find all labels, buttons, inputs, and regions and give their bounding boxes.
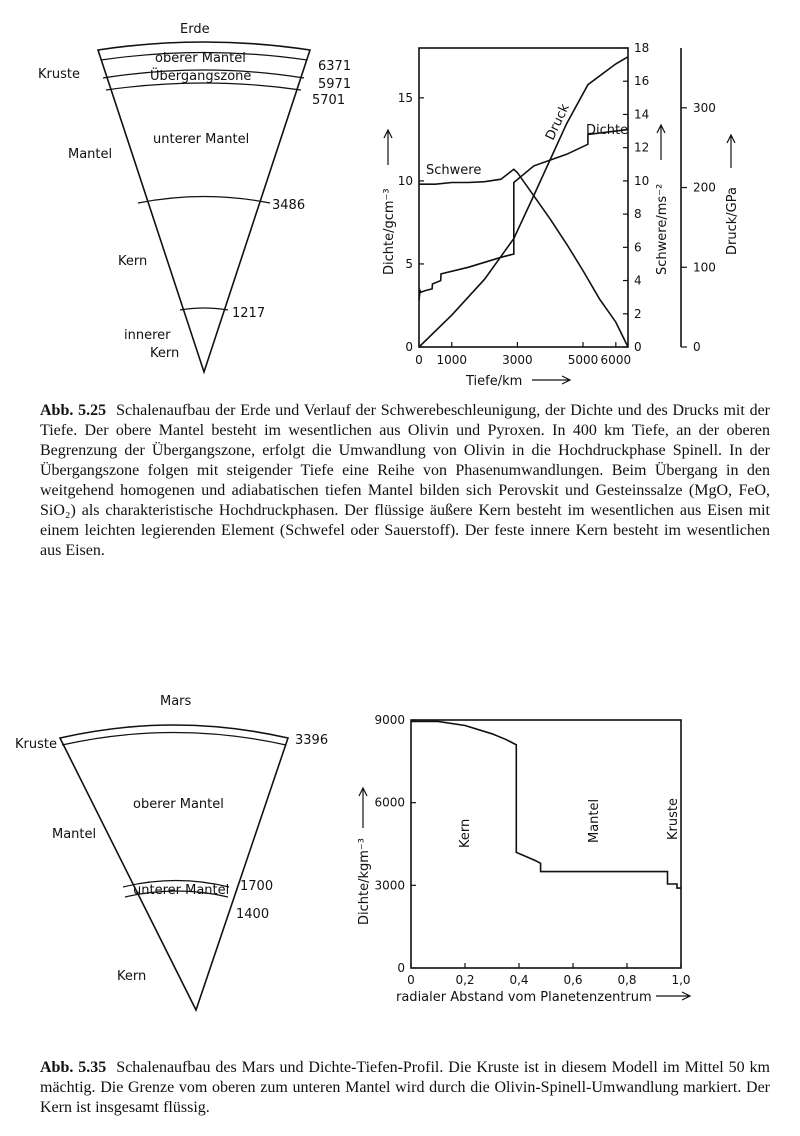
earth-profile-chart [382, 41, 740, 389]
pressure-axis-label: Druck/GPa [725, 187, 740, 255]
earth-x-tick-label-3: 5000 [567, 353, 599, 367]
earth-radius-5971: 5971 [318, 77, 352, 92]
gravity-tick-label-8: 16 [634, 74, 650, 89]
earth-series-line-density [419, 129, 628, 300]
density-tick-label-0: 0 [405, 340, 413, 354]
gravity-tick-label-5: 10 [634, 173, 650, 188]
density-tick-label-2: 10 [397, 173, 413, 188]
mars-density-axis-label: Dichte/kgm⁻³ [357, 837, 372, 925]
earth-transition-label: Übergangszone [150, 69, 252, 84]
mars-y-tick-label-0: 0 [397, 961, 405, 975]
gravity-tick-label-2: 4 [634, 273, 642, 288]
pressure-tick-label-0: 0 [693, 340, 701, 354]
caption-text-5-35: Schalenaufbau des Mars und Dichte-Tiefen-Profil. Die Kruste ist in diesem Modell im Mittel 50 km mächtig. Die Grenze vom oberen zum unteren Mantel wird durch die Olivin-Spinell-Umwandlung markiert. Der Kern ist insgesamt flüssig. [40, 1059, 770, 1116]
earth-x-tick-label-0: 0 [415, 353, 423, 367]
depth-axis-label: Tiefe/km [466, 374, 523, 389]
depth-axis-arrow [532, 376, 570, 384]
mars-distance-axis-arrow [656, 992, 690, 1000]
mars-mantle-side-label: Mantel [52, 827, 97, 842]
earth-x-tick-label-2: 3000 [502, 353, 533, 367]
mars-density-series-line [411, 721, 681, 888]
density-axis-label: Dichte/gcm⁻³ [382, 188, 397, 275]
earth-radius-5701: 5701 [312, 93, 346, 108]
pressure-axis-arrow [727, 135, 735, 168]
earth-wedge-diagram [38, 22, 351, 372]
earth-series-line-gravity [419, 169, 628, 347]
region-label-kern: Kern [458, 818, 473, 848]
earth-planet-label: Erde [180, 22, 210, 37]
density-axis-arrow [384, 130, 392, 165]
caption-abb-5-25 [40, 401, 770, 561]
caption-label-5-35: Abb. 5.35 [40, 1059, 107, 1076]
earth-mantle-side-label: Mantel [68, 147, 113, 162]
mars-radius-1700: 1700 [240, 879, 274, 894]
gravity-tick-label-0: 0 [634, 340, 642, 354]
earth-inner-core-label-2: Kern [150, 346, 180, 361]
earth-core-boundary [138, 197, 270, 204]
mars-core-label: Kern [117, 969, 147, 984]
gravity-tick-label-7: 14 [634, 107, 650, 122]
earth-radius-3486: 3486 [272, 198, 306, 213]
earth-transition-boundary [106, 83, 301, 90]
region-label-mantel: Mantel [587, 798, 602, 843]
caption-abb-5-35 [40, 1058, 770, 1118]
mars-distance-axis-label: radialer Abstand vom Planetenzentrum [396, 990, 652, 1005]
gravity-tick-label-3: 6 [634, 240, 642, 255]
mars-crust-side-label: Kruste [15, 737, 57, 752]
earth-chart-frame [419, 48, 628, 347]
mars-wedge-diagram [15, 694, 328, 1010]
mars-crust-boundary [62, 733, 286, 746]
mars-x-tick-label-1: 0,2 [455, 973, 475, 987]
earth-lower-mantle-label: unterer Mantel [153, 132, 250, 147]
mars-x-tick-label-3: 0,6 [563, 973, 583, 987]
gravity-axis-arrow [657, 125, 665, 160]
mars-x-tick-label-0: 0 [407, 973, 415, 987]
earth-series-line-pressure [419, 57, 628, 347]
mars-wedge-outline [60, 725, 288, 1010]
mars-x-tick-label-5: 1,0 [671, 973, 691, 987]
series-label-schwere: Schwere [426, 163, 482, 178]
earth-inner-core-label-1: innerer [124, 328, 171, 343]
caption-label-5-25: Abb. 5.25 [40, 402, 107, 419]
mars-lower-mantle-label: unterer Mantel [133, 883, 230, 898]
density-tick-label-3: 15 [397, 90, 413, 105]
earth-x-tick-label-4: 6000 [600, 353, 632, 367]
region-label-kruste: Kruste [666, 798, 681, 840]
mars-density-axis-arrow [359, 788, 367, 828]
pressure-tick-label-2: 200 [693, 180, 716, 195]
gravity-tick-label-1: 2 [634, 306, 642, 321]
earth-radius-6371: 6371 [318, 59, 352, 74]
earth-radius-1217: 1217 [232, 306, 266, 321]
mars-upper-mantle-label: oberer Mantel [133, 797, 224, 812]
mars-chart-frame [411, 720, 681, 968]
gravity-axis-label: Schwere/ms⁻² [655, 183, 670, 275]
gravity-tick-label-6: 12 [634, 140, 650, 155]
mars-x-tick-label-4: 0,8 [617, 973, 637, 987]
gravity-tick-label-9: 18 [634, 41, 650, 55]
mars-x-tick-label-2: 0,4 [509, 973, 529, 987]
mars-y-tick-label-2: 6000 [374, 795, 405, 810]
density-tick-label-1: 5 [405, 256, 413, 271]
earth-crust-side-label: Kruste [38, 67, 80, 82]
earth-core-label: Kern [118, 254, 148, 269]
mars-radius-1400: 1400 [236, 907, 270, 922]
earth-x-tick-label-1: 1000 [436, 353, 468, 367]
mars-planet-label: Mars [160, 694, 192, 709]
pressure-tick-label-3: 300 [693, 100, 716, 115]
series-label-dichte: Dichte [586, 123, 629, 138]
earth-upper-mantle-label: oberer Mantel [155, 51, 246, 66]
gravity-tick-label-4: 8 [634, 207, 642, 222]
series-label-druck: Druck [543, 101, 573, 143]
earth-inner-core-boundary [180, 308, 228, 310]
mars-density-chart [357, 713, 691, 1005]
mars-y-tick-label-1: 3000 [374, 878, 405, 893]
pressure-tick-label-1: 100 [693, 260, 716, 275]
mars-radius-3396: 3396 [295, 733, 329, 748]
caption-text-5-25: Schalenaufbau der Erde und Verlauf der Schwerebeschleunigung, der Dichte und des Drucks mit der Tiefe. Der obere Mantel besteht im wesentlichen aus Olivin und Pyroxen. In 400 km Tiefe, an der oberen Begrenzung der Übergangszone, erfolgt die Umwandlung von Olivin in die Hochdruckphase Spinell. In der Übergangszone folgen mit steigender Tiefe eine Reihe von Phasenumwandlungen. Beim Übergang in den weitgehend homogenen und adiabatischen tiefen Mantel bilden sich Perovskit und Gesteinssalze (MgO, FeO, SiO₂) als charakteristische Hochdruckphasen. Der flüssige äußere Kern besteht im wesentlichen aus Eisen mit einem leichten legierenden Element (Schwefel oder Sauerstoff). Der feste innere Kern besteht im wesentlichen aus Eisen. [40, 402, 770, 559]
mars-y-tick-label-3: 9000 [374, 713, 405, 727]
